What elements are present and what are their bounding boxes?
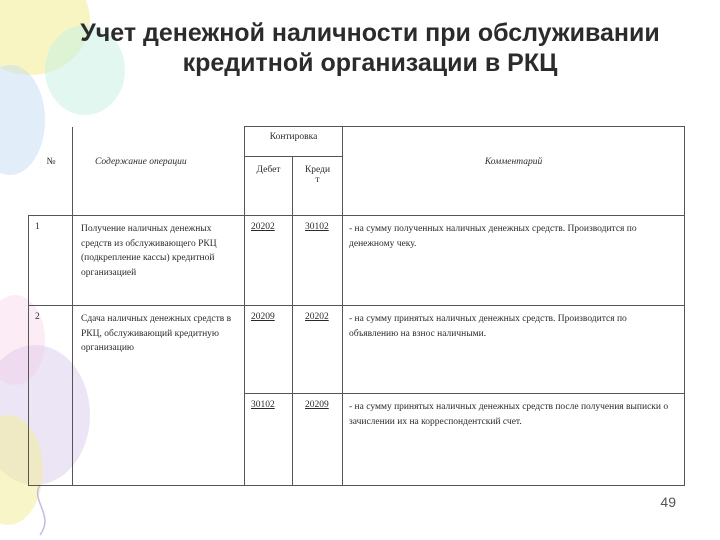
slide-title: Учет денежной наличности при обслуживании кредитной организации в РКЦ	[80, 19, 660, 77]
row-comment: - на сумму полученных наличных денежных средств. Производится по денежному чеку.	[343, 216, 685, 306]
header-credit-label: Креди т	[304, 165, 331, 185]
row-operation: Сдача наличных денежных средств в РКЦ, обслуживающий кредитную организацию	[73, 306, 245, 486]
header-comment-label: Комментарий	[484, 157, 543, 167]
header-num	[29, 127, 73, 216]
header-row-top	[29, 127, 685, 157]
row-credit: 20209	[293, 394, 343, 486]
header-comment	[343, 127, 685, 216]
table-row	[29, 216, 685, 306]
row-debit: 20202	[245, 216, 293, 306]
row-comment: - на сумму принятых наличных денежных средств. Производится по объявлению на взнос наличными.	[343, 306, 685, 394]
row-num: 2	[29, 306, 73, 486]
row-debit: 20209	[245, 306, 293, 394]
row-operation: Получение наличных денежных средств из обслуживающего РКЦ (подкрепление кассы) кредитной организацией	[73, 216, 245, 306]
header-contirovka: Контировка	[245, 127, 343, 157]
header-operation-label: Содержание операции	[95, 156, 187, 167]
header-credit	[293, 157, 343, 216]
row-comment: - на сумму принятых наличных денежных средств после получения выписки о зачислении их на корреспондентский счет.	[343, 394, 685, 486]
row-num: 1	[29, 216, 73, 306]
operations-table	[28, 126, 685, 486]
row-credit: 30102	[293, 216, 343, 306]
header-num-label: №	[46, 156, 56, 167]
header-debit	[245, 157, 293, 216]
header-debit-label: Дебет	[256, 165, 281, 175]
table-row	[29, 306, 685, 394]
row-debit: 30102	[245, 394, 293, 486]
row-credit: 20202	[293, 306, 343, 394]
page-number: 49	[660, 494, 676, 510]
header-operation	[73, 127, 245, 216]
